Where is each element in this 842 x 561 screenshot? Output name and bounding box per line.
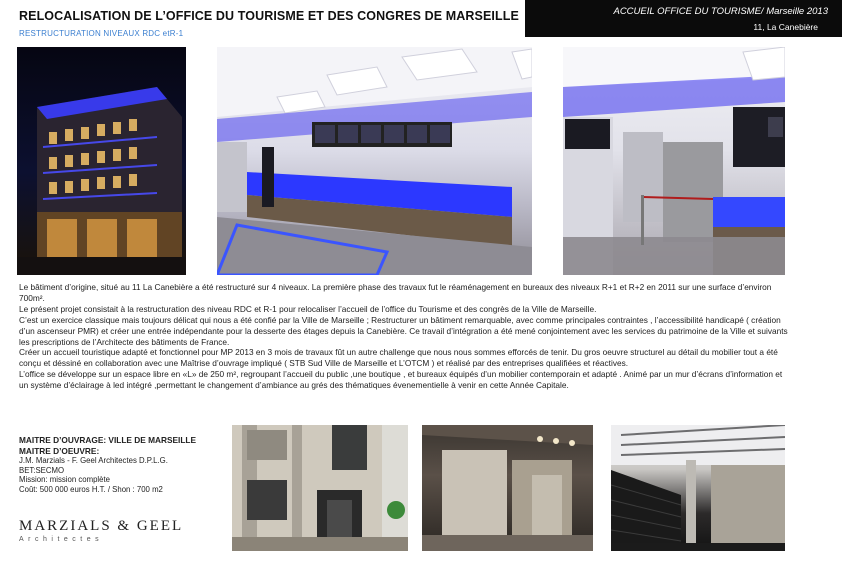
project-description [19,282,789,391]
photo-building-facade-night [17,47,186,275]
project-address: 11, La Canebière [753,22,818,32]
photo-interior-reception-desk [217,47,532,275]
maitre-ouvrage: MAITRE D’OUVRAGE: VILLE DE MARSEILLE [19,435,197,445]
description-paragraph: Créer un accueil touristique adapté et fonctionnel pour MP 2013 en 3 mois de travaux fût un autre challenge que nous nous sommes efforcés de tenir. Du gros oeuvre structurel au détail du mobilier tout a été conçu et déssiné en collaboration avec une Maîtrise d’ouvrage impliqué ( STB Sud Ville de Marseille et L’OTCM ) et réalisé par des entreprises qualifiées et réactives. [19,347,778,369]
photo-exterior-entrance [232,425,408,551]
photo-interior-screens-view [563,47,785,275]
cost: Coût: 500 000 euros H.T. / Shon : 700 m2 [19,484,163,494]
project-credits [19,435,219,494]
description-paragraph: Le bâtiment d’origine, situé au 11 La Canebière a été restructuré sur 4 niveaux. La première phase des travaux fut le réaménagement en bureaux des niveaux R+1 et R+2 en 2011 sur une surface d’environ 700m². [19,282,772,303]
photo-interior-before-works [422,425,593,551]
description-paragraph: C’est un exercice classique mais toujours délicat qui nous a été confié par la Ville de Marseille ; Restructurer un bâtiment remarquable, avec comme principales contraintes , l’accessibilité handicapé ( création d’un ascenseur PMR) et créer une entrée indépendante pour la desserte des étages depuis la Canebière. Ce travail d’intégration a été mené conjointement avec les services du patrimoine de la Ville et suivants les prescriptions de l’Architecte des bâtiments de France. [19,314,788,347]
architects: J.M. Marzials - F. Geel Architectes D.P.L.G. [19,456,168,465]
description-paragraph: Le présent projet consistait à la restructuration des niveau RDC et R-1 pour relocaliser l’accueil de l’office du Tourisme et des congrès de la Ville de Marseille. [19,303,597,314]
bet: BET:SECMO [19,465,65,475]
logo-main-text: MARZIALS & GEEL [19,518,184,534]
mission: Mission: mission complète [19,475,110,485]
project-name: ACCUEIL OFFICE DU TOURISME/ Marseille 2013 [613,6,828,17]
maitre-oeuvre-label: MAITRE D’OEUVRE: [19,445,100,456]
logo-sub-text: Architectes [19,536,104,543]
description-paragraph: L’office se développe sur un espace libre en «L» de 250 m², regroupant l’accueil du public ,une boutique , et bureaux équipés d’un mobilier contemporain et adapté . Animé par un mur d’écrans d’information et un système d’éclairage à led intégré ,permettant le changement d’ambiance au grés des thématiques évenementielle à venir en cette Année Capitale. [19,369,783,391]
project-header-box [525,0,842,37]
page-title: RELOCALISATION DE L’OFFICE DU TOURISME ET DES CONGRES DE MARSEILLE [19,9,519,23]
page-subtitle: RESTRUCTURATION NIVEAUX RDC etR-1 [19,29,184,38]
architects-logo [19,518,184,550]
photo-staircase [611,425,785,551]
